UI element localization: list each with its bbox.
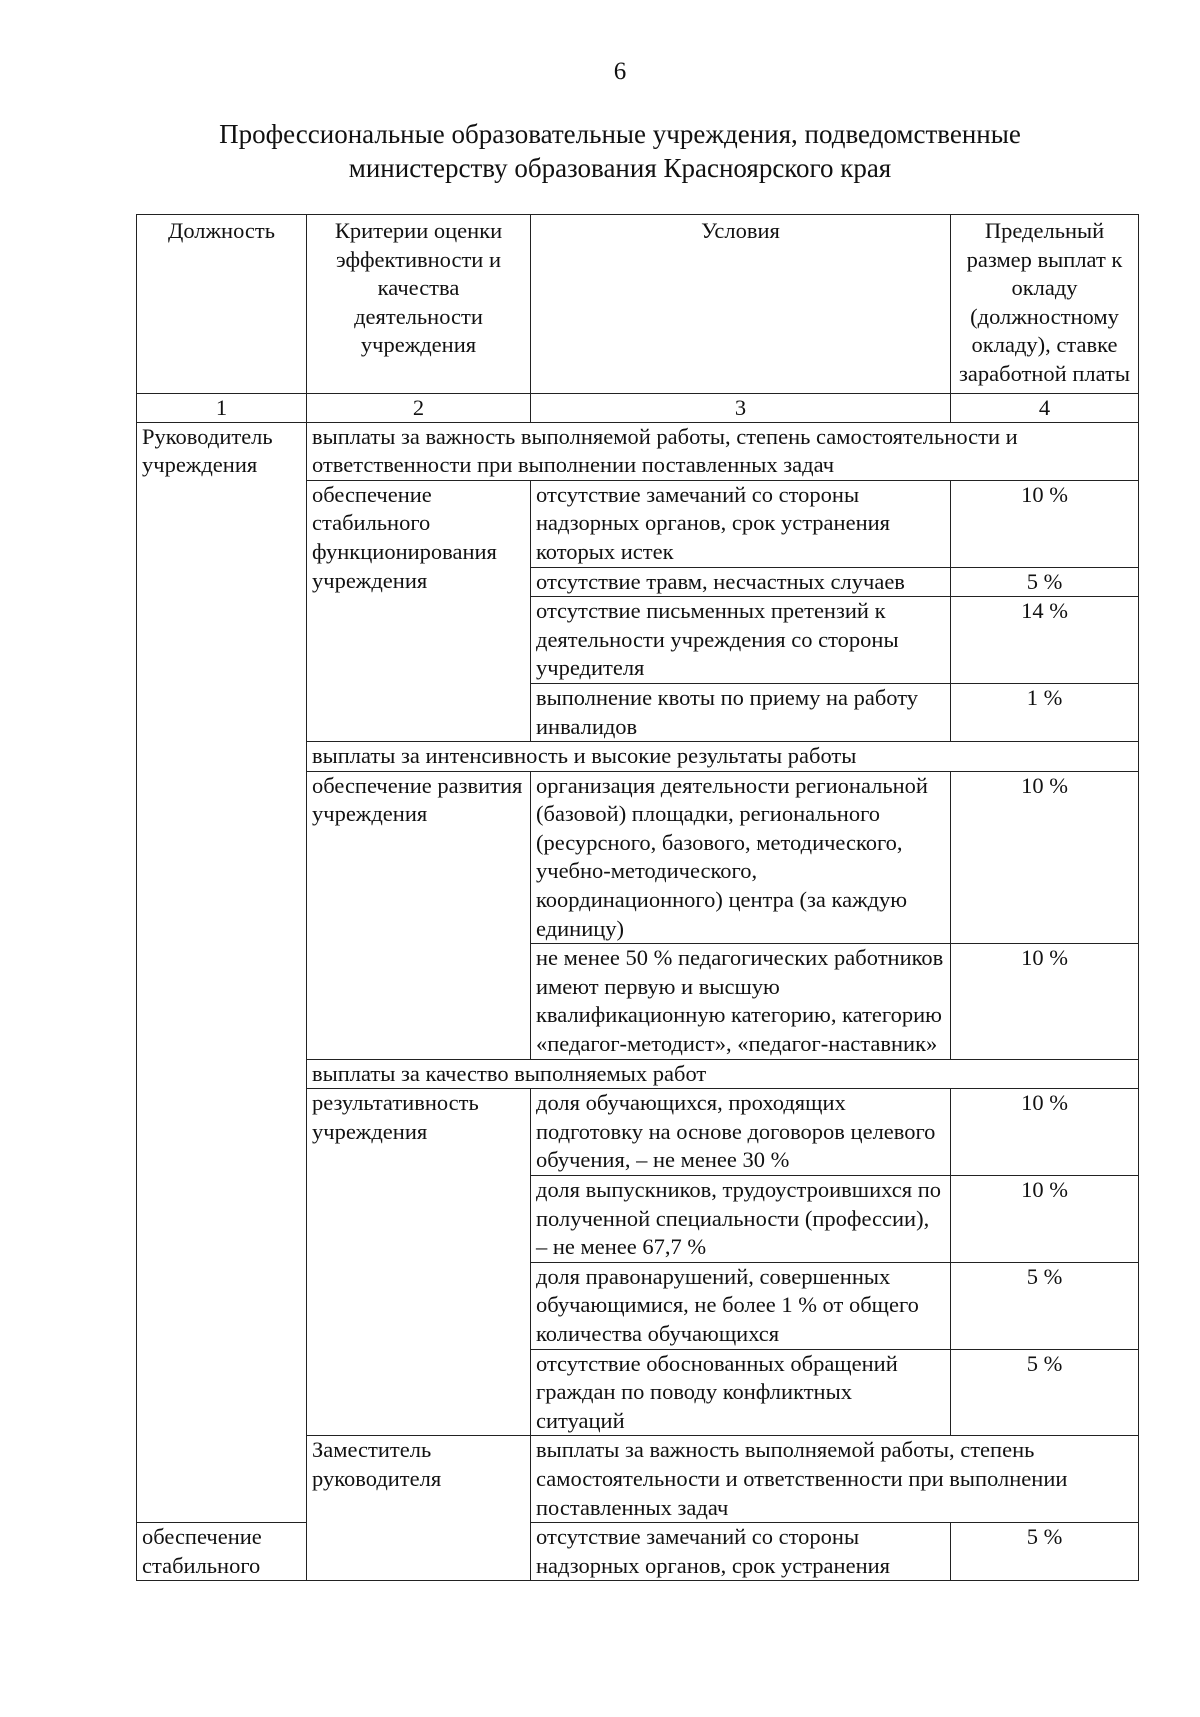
condition-cell: не менее 50 % педагогических работников имеют первую и высшую квалификационную категорию, категорию «педагог-методист», «педагог-наставник» xyxy=(531,944,951,1059)
condition-cell: выполнение квоты по приему на работу инвалидов xyxy=(531,683,951,741)
column-number: 4 xyxy=(951,393,1139,422)
page-title xyxy=(0,117,1200,185)
value-cell: 10 % xyxy=(951,944,1139,1059)
value-cell: 5 % xyxy=(951,567,1139,597)
condition-cell: отсутствие травм, несчастных случаев xyxy=(531,567,951,597)
condition-cell: отсутствие замечаний со стороны надзорных органов, срок устранения которых истек xyxy=(531,480,951,567)
value-cell: 10 % xyxy=(951,1176,1139,1263)
condition-cell: отсутствие обоснованных обращений граждан по поводу конфликтных ситуаций xyxy=(531,1349,951,1436)
value-cell: 14 % xyxy=(951,597,1139,684)
column-number: 1 xyxy=(137,393,307,422)
position-cell: Заместитель руководителя xyxy=(307,1436,531,1581)
header-criteria: Критерии оценки эффективности и качества деятельности учреждения xyxy=(307,215,531,394)
condition-cell: доля правонарушений, совершенных обучающимися, не более 1 % от общего количества обучающихся xyxy=(531,1262,951,1349)
column-number: 2 xyxy=(307,393,531,422)
condition-cell: организация деятельности региональной (базовой) площадки, регионального (ресурсного, базового, методического, учебно-методического, координационного) центра (за каждую единицу) xyxy=(531,771,951,944)
criterion-cell: обеспечение стабильного xyxy=(137,1523,307,1581)
value-cell: 5 % xyxy=(951,1523,1139,1581)
value-cell: 10 % xyxy=(951,1089,1139,1176)
group-heading: выплаты за интенсивность и высокие результаты работы xyxy=(307,742,1139,772)
value-cell: 5 % xyxy=(951,1349,1139,1436)
column-number: 3 xyxy=(531,393,951,422)
condition-cell: доля выпускников, трудоустроившихся по полученной специальности (профессии), – не менее 67,7 % xyxy=(531,1176,951,1263)
value-cell: 5 % xyxy=(951,1262,1139,1349)
column-number-row xyxy=(137,393,1139,422)
header-row xyxy=(137,215,1139,394)
criterion-cell: результативность учреждения xyxy=(307,1089,531,1436)
title-line-1: Профессиональные образовательные учреждения, подведомственные xyxy=(219,119,1021,149)
position-cell: Руководитель учреждения xyxy=(137,422,307,1523)
group-heading: выплаты за важность выполняемой работы, степень самостоятельности и ответственности при выполнении поставленных задач xyxy=(307,422,1139,480)
group-heading-row xyxy=(137,422,1139,480)
group-heading: выплаты за качество выполняемых работ xyxy=(307,1059,1139,1089)
condition-cell: отсутствие замечаний со стороны надзорных органов, срок устранения xyxy=(531,1523,951,1581)
header-conditions: Условия xyxy=(531,215,951,394)
value-cell: 10 % xyxy=(951,480,1139,567)
value-cell: 10 % xyxy=(951,771,1139,944)
criterion-cell: обеспечение развития учреждения xyxy=(307,771,531,1059)
group-heading: выплаты за важность выполняемой работы, степень самостоятельности и ответственности при выполнении поставленных задач xyxy=(531,1436,1139,1523)
table-row xyxy=(137,1523,1139,1581)
header-limit: Предельный размер выплат к окладу (должностному окладу), ставке заработной платы xyxy=(951,215,1139,394)
title-line-2: министерству образования Красноярского края xyxy=(348,153,892,183)
value-cell: 1 % xyxy=(951,683,1139,741)
header-position: Должность xyxy=(137,215,307,394)
condition-cell: доля обучающихся, проходящих подготовку на основе договоров целевого обучения, – не менее 30 % xyxy=(531,1089,951,1176)
criterion-cell: обеспечение стабильного функционирования учреждения xyxy=(307,480,531,741)
condition-cell: отсутствие письменных претензий к деятельности учреждения со стороны учредителя xyxy=(531,597,951,684)
page-number: 6 xyxy=(613,58,627,85)
criteria-table xyxy=(136,214,1139,1581)
